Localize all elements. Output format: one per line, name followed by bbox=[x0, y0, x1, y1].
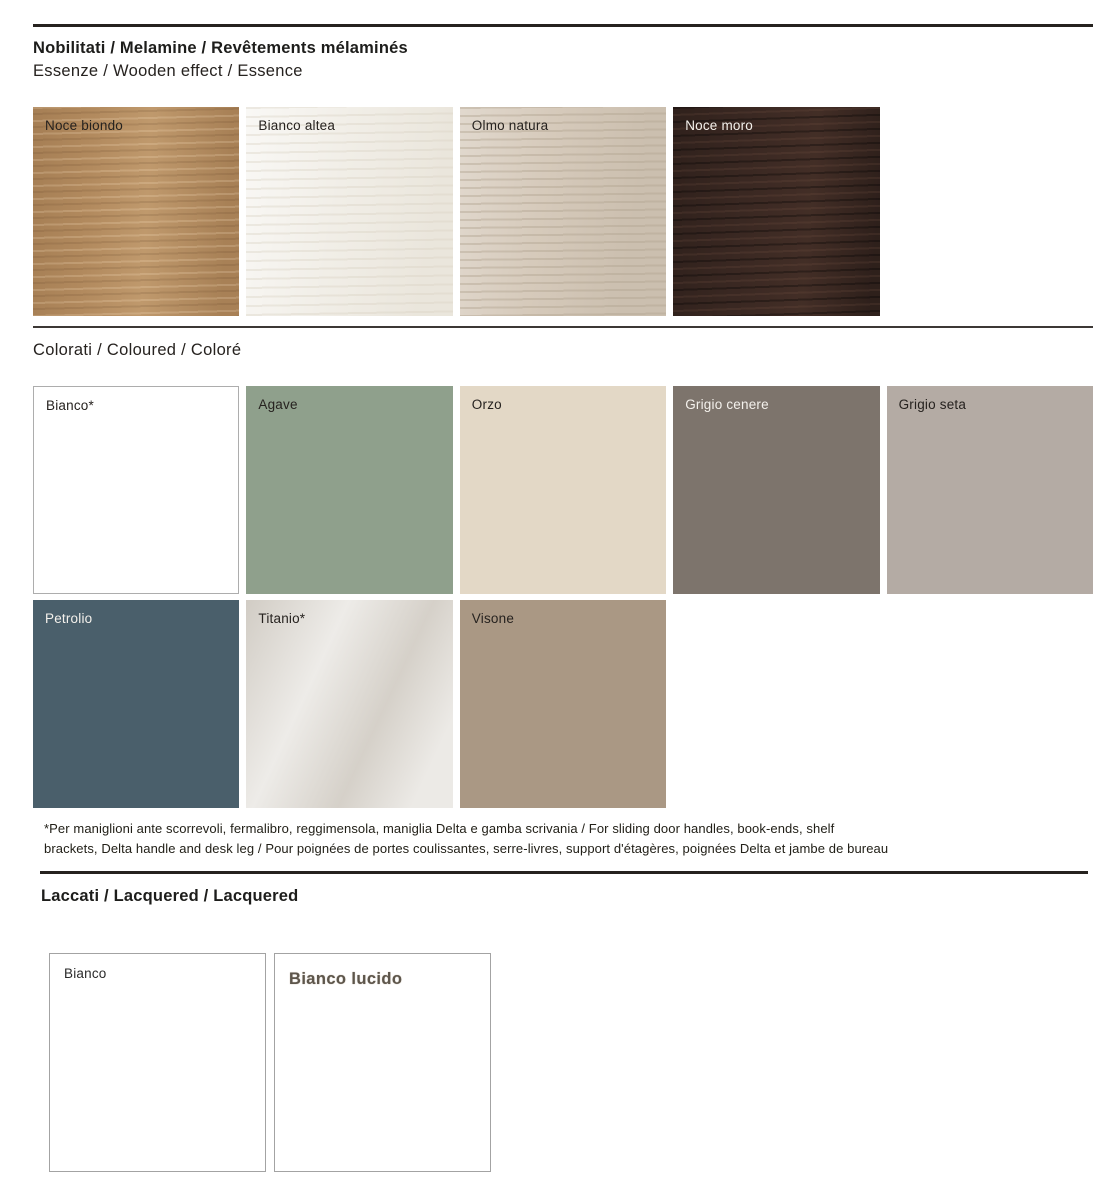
swatch-petrolio bbox=[33, 600, 239, 808]
swatch-label: Olmo natura bbox=[471, 118, 549, 133]
swatch-olmo-natura bbox=[460, 107, 666, 316]
swatch-label: Titanio* bbox=[258, 611, 306, 626]
coloured-footnote bbox=[44, 819, 984, 858]
swatch-label: Noce moro bbox=[685, 118, 754, 133]
lacquered-section-title: Laccati / Lacquered / Lacquered bbox=[41, 887, 299, 905]
coloured-swatch-grid bbox=[33, 386, 1093, 808]
swatch-label: Bianco* bbox=[46, 398, 94, 413]
swatch-label: Bianco bbox=[64, 966, 107, 981]
swatch-label: Visone bbox=[471, 611, 515, 626]
swatch-orzo bbox=[460, 386, 666, 594]
section-divider bbox=[33, 24, 1093, 27]
swatch-label: Bianco altea bbox=[258, 118, 336, 133]
wood-swatch-row bbox=[33, 107, 1093, 316]
swatch-label: Grigio cenere bbox=[685, 397, 769, 412]
swatch-label: Noce biondo bbox=[45, 118, 124, 133]
swatch-label: Orzo bbox=[471, 397, 502, 412]
swatch-grigio-cenere bbox=[673, 386, 879, 594]
swatch-bianco-lucido bbox=[274, 953, 491, 1172]
swatch-label: Agave bbox=[258, 397, 298, 412]
lacquered-swatch-row bbox=[49, 953, 491, 1172]
section-divider bbox=[33, 326, 1093, 328]
swatch-noce-biondo bbox=[33, 107, 239, 316]
section-divider bbox=[40, 871, 1088, 874]
swatch-visone bbox=[460, 600, 666, 808]
swatch-label: Petrolio bbox=[45, 611, 93, 626]
footnote-line: *Per maniglioni ante scorrevoli, fermalibro, reggimensola, maniglia Delta e gamba scrivania / For sliding door handles, book-ends, shelf bbox=[44, 821, 835, 836]
footnote-line: brackets, Delta handle and desk leg / Pour poignées de portes coulissantes, serre-livres, support d'étagères, poignées Delta et jambe de bureau bbox=[44, 840, 889, 856]
melamine-section-title: Nobilitati / Melamine / Revêtements mélaminés bbox=[33, 39, 408, 57]
melamine-section-subtitle: Essenze / Wooden effect / Essence bbox=[33, 62, 303, 80]
swatch-titanio bbox=[246, 600, 452, 808]
swatch-bianco-altea bbox=[246, 107, 452, 316]
coloured-section-title: Colorati / Coloured / Coloré bbox=[33, 341, 242, 359]
swatch-noce-moro bbox=[673, 107, 879, 316]
swatch-bianco-lacquered bbox=[49, 953, 266, 1172]
swatch-bianco bbox=[33, 386, 239, 594]
swatch-grigio-seta bbox=[887, 386, 1093, 594]
swatch-agave bbox=[246, 386, 452, 594]
swatch-label: Grigio seta bbox=[898, 397, 967, 412]
swatch-label: Bianco lucido bbox=[289, 970, 403, 988]
